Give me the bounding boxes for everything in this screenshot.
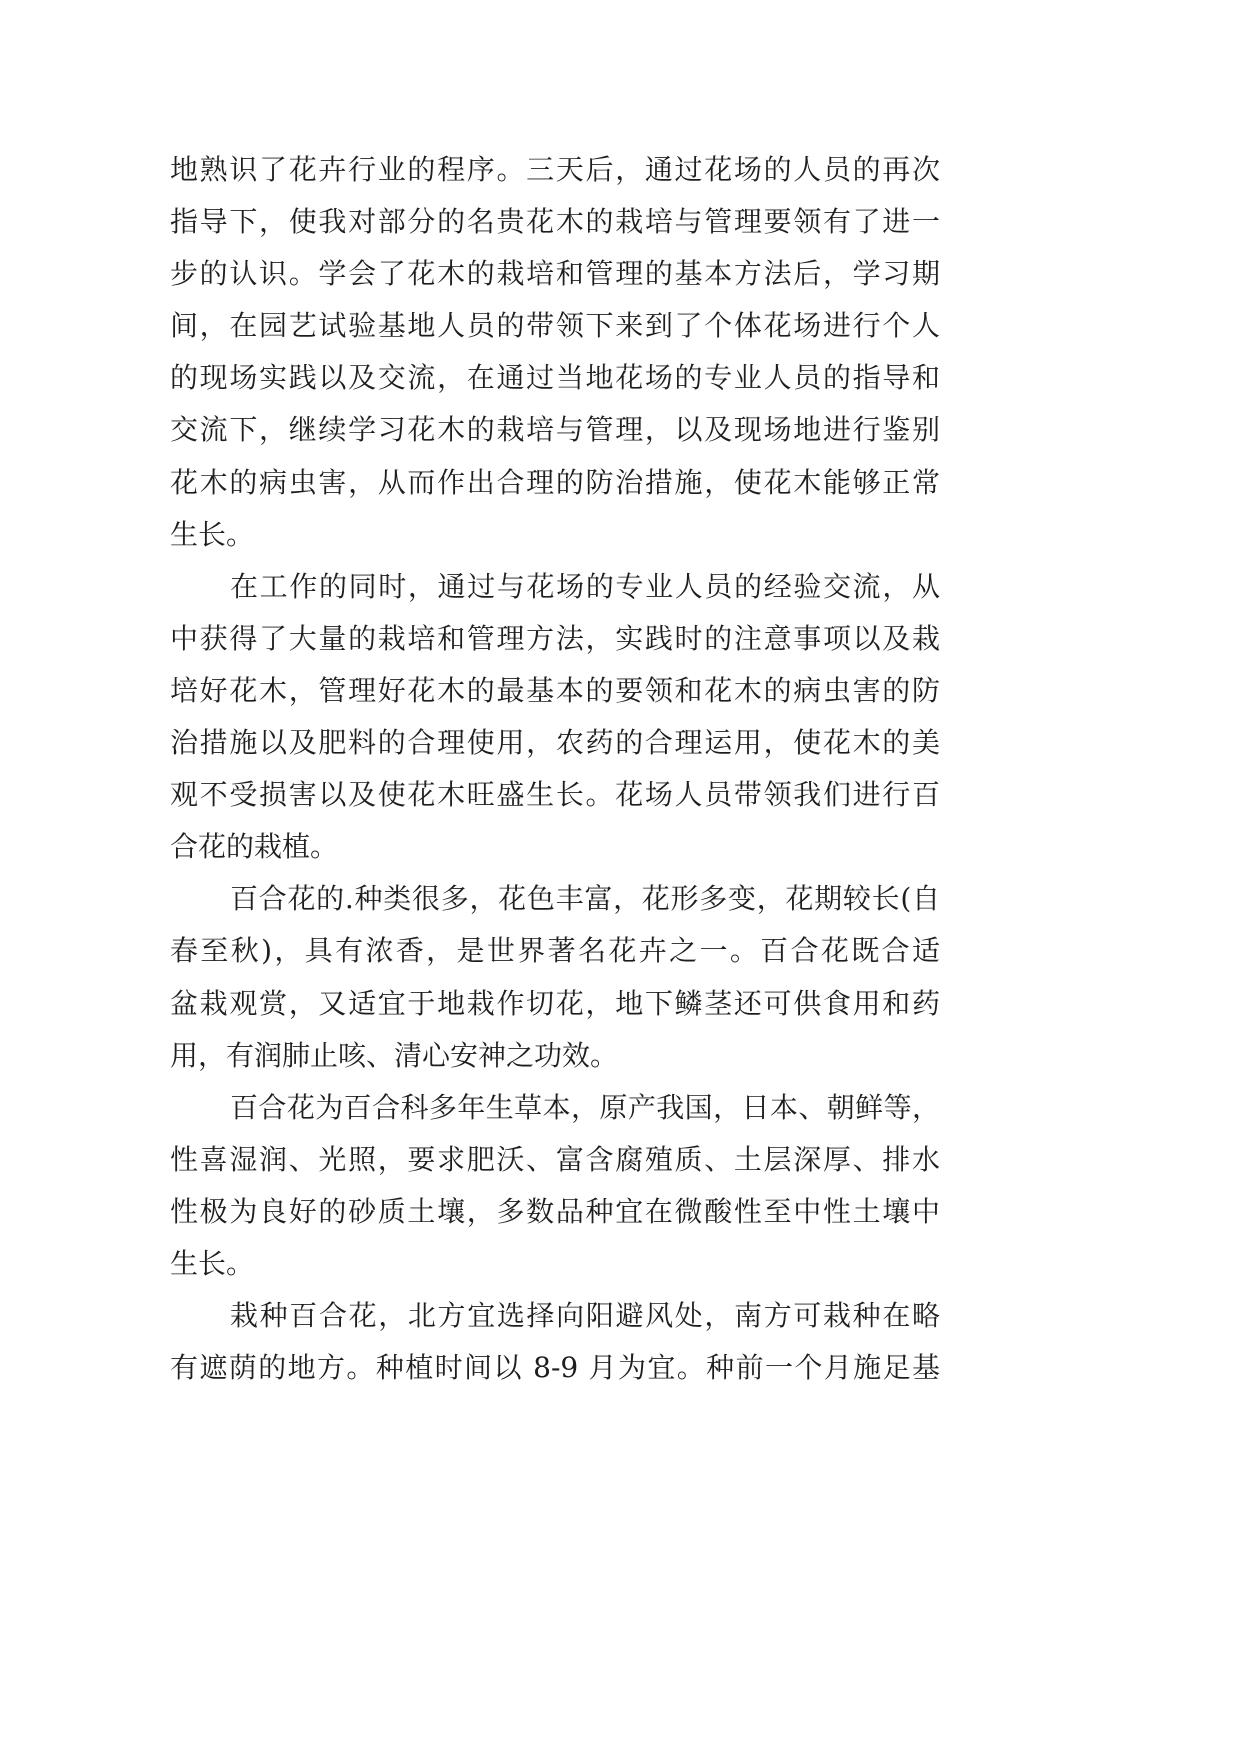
text-line: 交流下，继续学习花木的栽培与管理，以及现场地进行鉴别: [170, 413, 940, 447]
text-line: 合花的栽植。: [170, 830, 339, 864]
text-line: 培好花木，管理好花木的最基本的要领和花木的病虫害的防: [170, 673, 940, 707]
text-line: 步的认识。学会了花木的栽培和管理的基本方法后，学习期: [170, 257, 940, 291]
text-line: 的现场实践以及交流，在通过当地花场的专业人员的指导和: [170, 361, 940, 395]
text-line: 性喜湿润、光照，要求肥沃、富含腐殖质、土层深厚、排水: [170, 1142, 940, 1176]
text-line: 地熟识了花卉行业的程序。三天后，通过花场的人员的再次: [170, 153, 940, 186]
text-line: 治措施以及肥料的合理使用，农药的合理运用，使花木的美: [170, 726, 940, 760]
paragraph: [170, 1082, 940, 1290]
text-line: 春至秋)，具有浓香，是世界著名花卉之一。百合花既合适: [170, 934, 940, 968]
text-line: 百合花为百合科多年生草本，原产我国，日本、朝鲜等，: [230, 1090, 940, 1124]
text-line: 百合花的.种类很多，花色丰富，花形多变，花期较长(自: [230, 882, 940, 916]
document-body: [170, 144, 940, 1394]
text-line: 在工作的同时，通过与花场的专业人员的经验交流，从: [230, 569, 940, 603]
text-line: 用，有润肺止咳、清心安神之功效。: [170, 1038, 619, 1072]
text-line: 有遮荫的地方。种植时间以 8-9 月为宜。种前一个月施足基: [170, 1351, 940, 1385]
text-line: 观不受损害以及使花木旺盛生长。花场人员带领我们进行百: [170, 778, 940, 812]
paragraph: [170, 873, 940, 1081]
paragraph: [170, 1290, 940, 1394]
paragraph: [170, 144, 940, 561]
text-line: 生长。: [170, 517, 255, 551]
text-line: 栽种百合花，北方宜选择向阳避风处，南方可栽种在略: [230, 1299, 940, 1333]
text-line: 性极为良好的砂质土壤，多数品种宜在微酸性至中性土壤中: [170, 1194, 940, 1228]
paragraph: [170, 561, 940, 874]
text-line: 生长。: [170, 1246, 255, 1280]
text-line: 花木的病虫害，从而作出合理的防治措施，使花木能够正常: [170, 465, 940, 499]
text-line: 盆栽观赏，又适宜于地栽作切花，地下鳞茎还可供食用和药: [170, 986, 940, 1020]
text-line: 中获得了大量的栽培和管理方法，实践时的注意事项以及栽: [170, 621, 940, 655]
text-line: 指导下，使我对部分的名贵花木的栽培与管理要领有了进一: [170, 205, 940, 239]
text-line: 间，在园艺试验基地人员的带领下来到了个体花场进行个人: [170, 309, 940, 343]
